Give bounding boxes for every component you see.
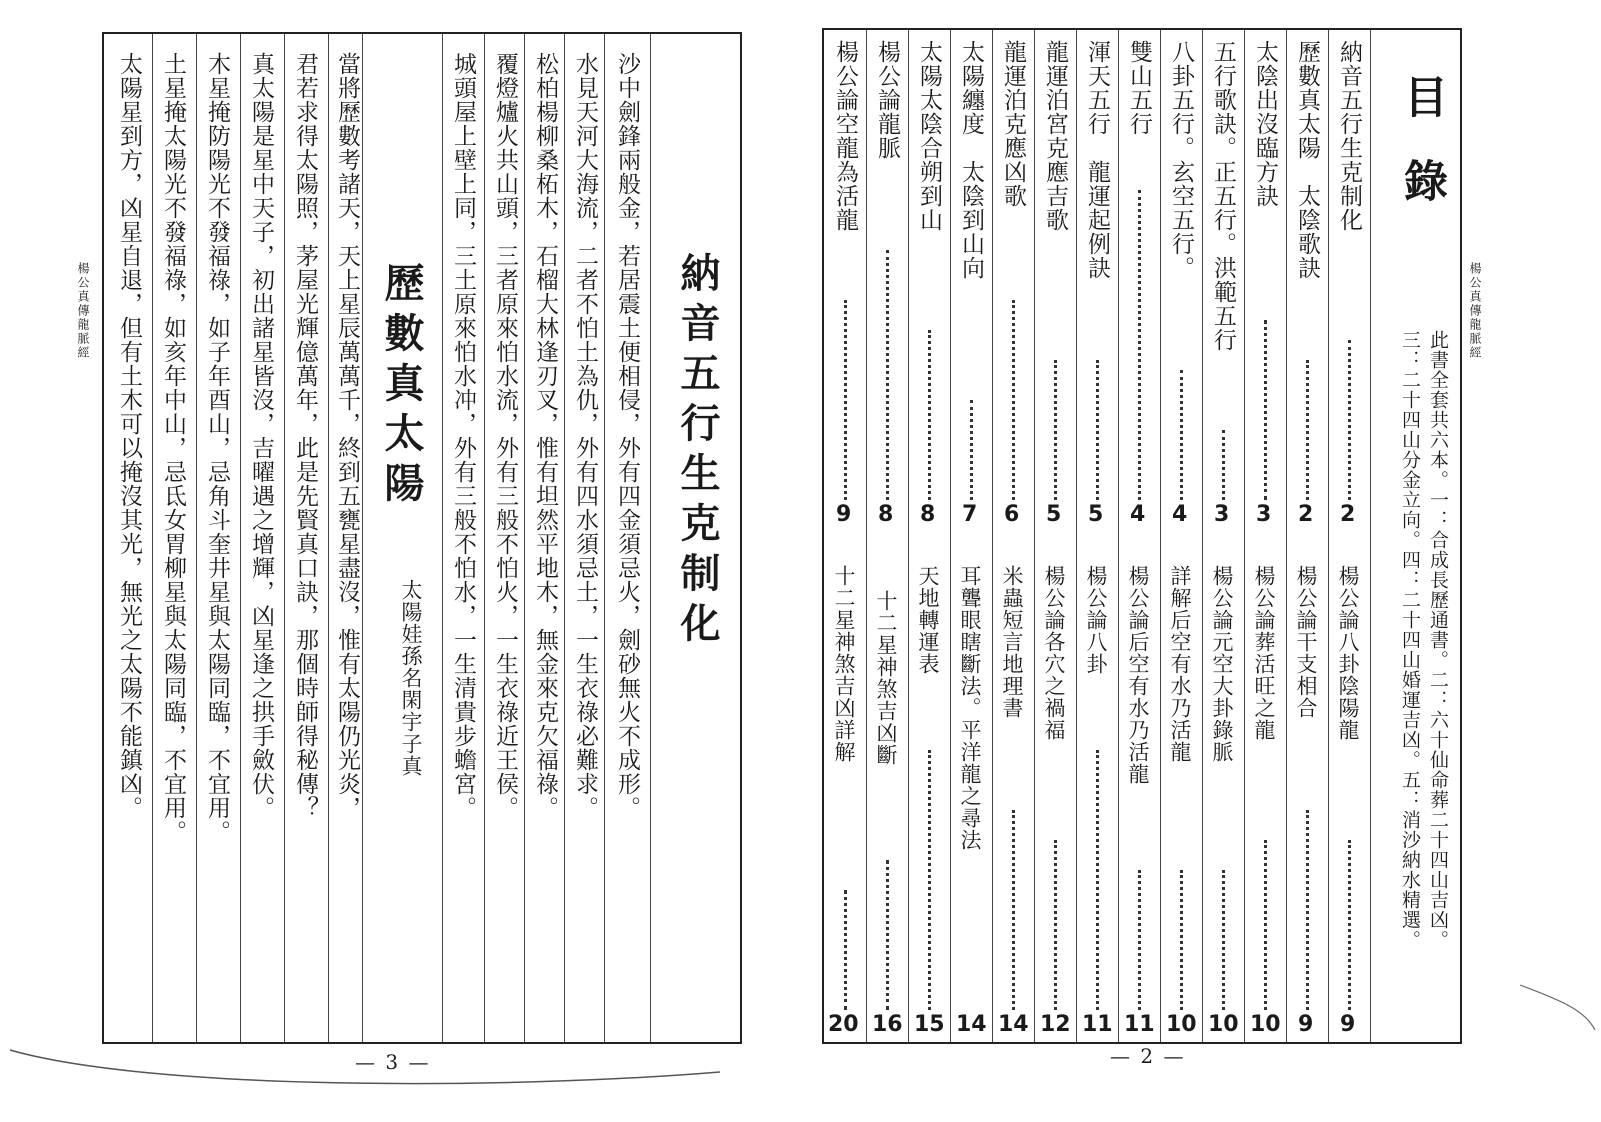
toc-entry-title: 楊公論干支相合 [1294, 565, 1318, 719]
page-number: — 3 — [355, 1050, 431, 1074]
toc-page-number: 15 [914, 1012, 945, 1037]
toc-entry-title: 龍運泊克應凶歌 [1000, 40, 1026, 208]
toc-entry[interactable] [824, 30, 866, 1037]
toc-entry[interactable] [1160, 30, 1202, 1037]
toc-note-line: 此書全套共六本。一：合成長歷通書。二：六十仙命葬二十四山吉凶。 [1427, 330, 1449, 950]
toc-entry[interactable] [992, 30, 1034, 1037]
toc-entry-title: 楊公論八卦陰陽龍 [1336, 565, 1360, 741]
running-header: 楊公真傳龍脈經 [76, 262, 90, 360]
toc-entry-title: 納音五行生克制化 [1336, 40, 1362, 232]
toc-page-number: 14 [956, 1012, 987, 1037]
section-title-true-sun: 歷數真太陽 [378, 262, 425, 512]
toc-entry-title: 十二星神煞吉凶斷 [874, 590, 898, 766]
toc-page-number: 16 [872, 1012, 903, 1037]
right-page [800, 0, 1601, 1122]
toc-entry[interactable] [1202, 30, 1244, 1037]
toc-entry-title: 太陽太陰合朔到山 [916, 40, 942, 232]
toc-page-number: 4 [1172, 502, 1188, 527]
toc-entry[interactable] [950, 30, 992, 1037]
true-sun-line: 土星掩太陽光不發福祿，如亥年中山，忌氐女胃柳星與太陽同臨，不宜用。 [160, 52, 186, 844]
toc-entry-title: 楊公論八卦 [1084, 565, 1108, 675]
true-sun-line: 當將歷數考諸天，天上星辰萬萬千，終到五甕星盡沒，惟有太陽仍光炎， [334, 52, 360, 820]
toc-page-number: 7 [962, 502, 978, 527]
nayin-line: 水見天河大海流，二者不怕土為仇，外有四水須忌土，一生衣祿必難求。 [572, 52, 598, 820]
toc-page-number: 2 [1340, 502, 1356, 527]
toc-entry-title: 耳聾眼瞎斷法。平洋龍之尋法 [958, 565, 982, 851]
toc-page-number: 14 [998, 1012, 1029, 1037]
author-line: 太陽娃孫名閑宇子真 [399, 579, 423, 777]
right-page-frame [822, 28, 1462, 1044]
toc-page-number: 11 [1082, 1012, 1113, 1037]
toc-page-number: 5 [1046, 502, 1062, 527]
toc-entry-title: 楊公論各穴之禍福 [1042, 565, 1066, 741]
toc-entry[interactable] [866, 30, 908, 1037]
toc-entry[interactable] [1034, 30, 1076, 1037]
true-sun-line: 君若求得太陽照，茅屋光輝億萬年，此是先賢真口訣，那個時師得秘傳？ [292, 52, 318, 820]
toc-entry-title: 歷數真太陽 太陰歌訣 [1294, 40, 1320, 280]
toc-page-number: 10 [1208, 1012, 1239, 1037]
running-header: 楊公真傳龍脈經 [1468, 262, 1482, 360]
toc-entry-title: 楊公論元空大卦錄脈 [1210, 565, 1234, 763]
toc-page-number: 9 [1298, 1012, 1314, 1037]
toc-page-number: 10 [1166, 1012, 1197, 1037]
toc-entry-title: 太陰出沒臨方訣 [1252, 40, 1278, 208]
page-number: — 2 — [1110, 1044, 1186, 1068]
nayin-line: 松柏楊柳桑柘木，石榴大林逢刃叉，惟有坦然平地木，無金來克欠福祿。 [532, 52, 558, 820]
toc-page-number: 12 [1040, 1012, 1071, 1037]
toc-page-number: 3 [1256, 502, 1272, 527]
toc-entry[interactable] [1118, 30, 1160, 1037]
true-sun-line: 木星掩防陽光不發福祿，如子年酉山，忌角斗奎井星與太陽同臨，不宜用。 [204, 52, 230, 844]
toc-entry-title: 天地轉運表 [916, 565, 940, 675]
section-title-nayin: 納音五行生克制化 [674, 252, 721, 652]
true-sun-line: 真太陽是星中天子，初出諸星皆沒，吉曜遇之增輝，凶星逢之拱手斂伏。 [248, 52, 274, 820]
toc-entry-title: 渾天五行 龍運起例訣 [1084, 40, 1110, 280]
toc-page-number: 4 [1130, 502, 1146, 527]
toc-note-line: 三：二十四山分金立向。四：二十四山婚運吉凶。五：消沙納水精選。 [1399, 330, 1421, 950]
toc-entry-title: 詳解后空有水乃活龍 [1168, 565, 1192, 763]
toc-entry-title: 十二星神煞吉凶詳解 [832, 565, 856, 763]
toc-title: 目錄 [1396, 74, 1447, 242]
toc-entry[interactable] [1076, 30, 1118, 1037]
toc-page-number: 6 [1004, 502, 1020, 527]
toc-entry-title: 龍運泊宮克應吉歌 [1042, 40, 1068, 232]
toc-entry-title: 雙山五行 [1126, 40, 1152, 136]
toc-page-number: 2 [1298, 502, 1314, 527]
toc-page-number: 8 [920, 502, 936, 527]
toc-entry[interactable] [1286, 30, 1328, 1037]
left-page-frame [102, 32, 742, 1044]
toc-page-number: 20 [828, 1012, 859, 1037]
toc-entry-title: 太陽纏度 太陰到山向 [958, 40, 984, 280]
toc-page-number: 11 [1124, 1012, 1155, 1037]
nayin-line: 城頭屋上壁上同，三土原來怕水冲，外有三般不怕水，一生清貴步蟾宮。 [450, 52, 476, 820]
true-sun-line: 太陽星到方，凶星自退，但有土木可以掩沒其光，無光之太陽不能鎮凶。 [116, 52, 142, 820]
toc-entry-title: 楊公論葬活旺之龍 [1252, 565, 1276, 741]
toc-entry[interactable] [1328, 30, 1370, 1037]
toc-entry-title: 楊公論空龍為活龍 [832, 40, 858, 232]
toc-entry-title: 八卦五行。玄空五行。 [1168, 40, 1194, 280]
toc-entry-title: 五行歌訣。正五行。洪範五行 [1210, 40, 1236, 352]
toc-page-number: 3 [1214, 502, 1230, 527]
toc-page-number: 8 [878, 502, 894, 527]
nayin-line: 沙中劍鋒兩般金，若居震土便相侵，外有四金須忌火，劍砂無火不成形。 [614, 52, 640, 820]
toc-entry[interactable] [908, 30, 950, 1037]
toc-entry-title: 楊公論龍脈 [874, 40, 900, 160]
toc-page-number: 5 [1088, 502, 1104, 527]
toc-page-number: 9 [836, 502, 852, 527]
toc-entry[interactable] [1244, 30, 1286, 1037]
nayin-line: 覆燈爐火共山頭，三者原來怕水流，外有三般不怕火，一生衣祿近王侯。 [492, 52, 518, 820]
left-page [0, 0, 800, 1122]
toc-page-number: 10 [1250, 1012, 1281, 1037]
toc-entry-title: 楊公論后空有水乃活龍 [1126, 565, 1150, 785]
toc-page-number: 9 [1340, 1012, 1356, 1037]
toc-entry-title: 米蟲短言地理書 [1000, 565, 1024, 719]
